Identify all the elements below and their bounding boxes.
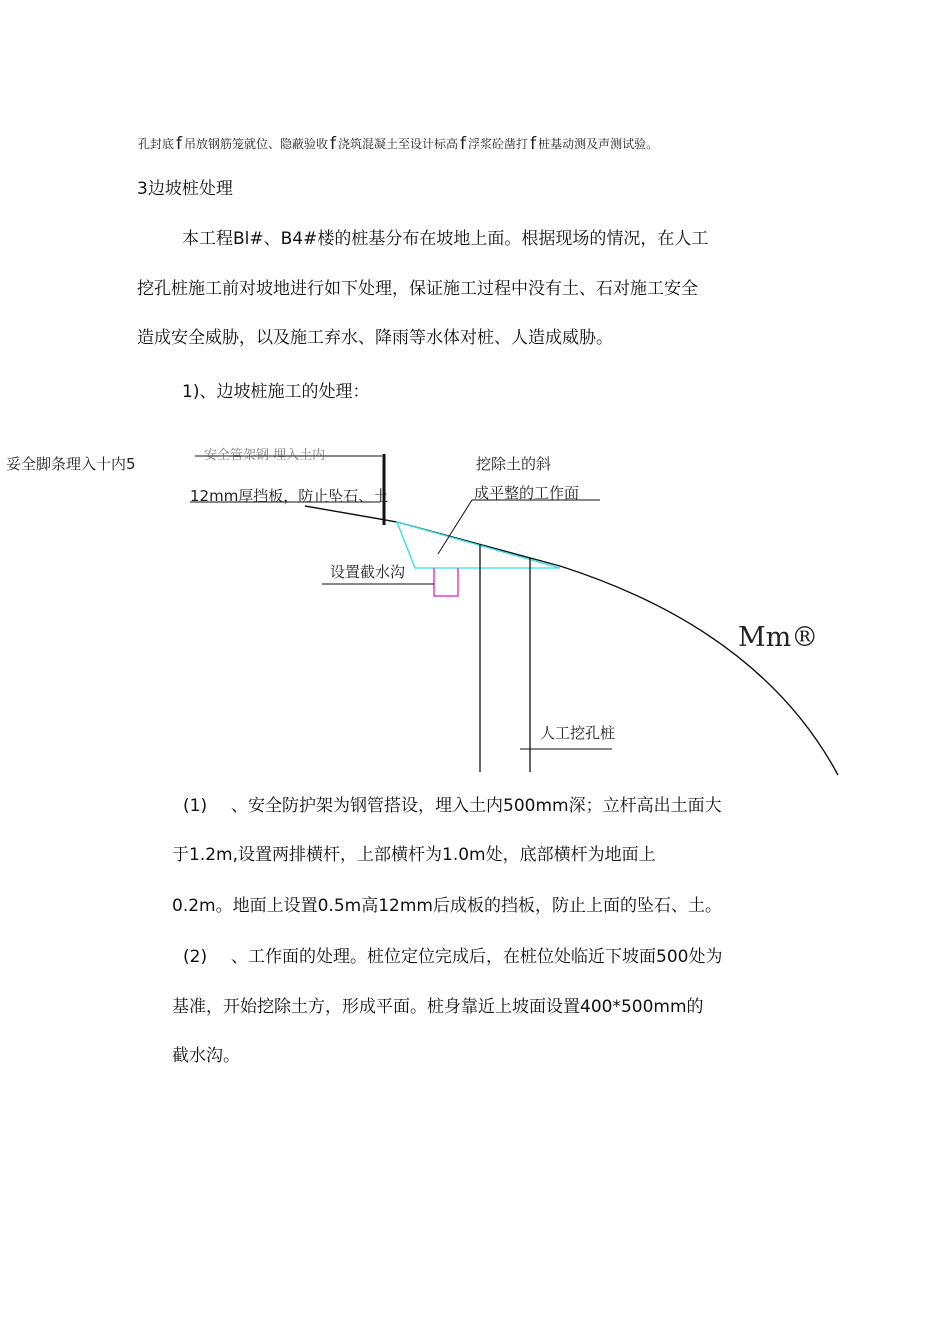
paragraph-line: 本工程Bl#、B4#楼的桩基分布在坡地上面。根据现场的情况，在人工: [182, 229, 709, 249]
arrow-separator: f: [530, 134, 537, 154]
item-number: (1): [183, 796, 208, 816]
label-safety-top-left: 妥全脚条理入十内5: [6, 455, 136, 473]
item-line: 基准，开始挖除土方，形成平面。桩身靠近上坡面设置400*500mm的: [172, 997, 704, 1017]
leader-pointer-remove: [438, 500, 472, 554]
item-line: 于1.2m,设置两排横杆，上部横杆为1.0m处，底部横杆为地面上: [172, 845, 656, 865]
subheading: 1)、边坡桩施工的处理：: [182, 382, 370, 402]
process-line: [138, 134, 658, 154]
watermark-text: Mm®: [738, 622, 819, 653]
process-step: 浮浆砼凿打: [468, 137, 529, 151]
item-line: 、安全防护架为钢管搭设，埋入土内500mm深；立杆高出土面大: [231, 796, 722, 816]
section-heading: 3边坡桩处理: [137, 179, 233, 199]
item-line: 、工作面的处理。桩位定位完成后，在桩位处临近下坡面500处为: [231, 947, 723, 967]
process-step: 孔封底: [138, 137, 175, 151]
arrow-separator: f: [176, 134, 183, 154]
label-manual-pile: 人工挖孔桩: [540, 724, 616, 742]
process-step: 桩基动测及声测试验。: [538, 137, 659, 151]
paragraph-line: 挖孔桩施工前对坡地进行如下处理，保证施工过程中没有土、石对施工安全: [137, 279, 698, 299]
slope-cut-outline: [397, 522, 560, 568]
label-remove-soil: 挖除土的斜: [476, 455, 552, 473]
slope-pile-diagram: [0, 440, 950, 780]
label-baffle-board: 12mm厚挡板，防止坠石、土: [190, 487, 389, 505]
item-number: (2): [183, 947, 208, 967]
item-line: 0.2m。地面上设置0.5m高12mm后成板的挡板，防止上面的坠石、土。: [172, 896, 722, 916]
arrow-separator: f: [330, 134, 337, 154]
arrow-separator: f: [460, 134, 467, 154]
item-line: 截水沟。: [172, 1046, 240, 1066]
process-step: 吊放钢筋笼就位、隐蔽验收: [184, 137, 329, 151]
label-work-surface: 成平整的工作面: [474, 484, 580, 502]
process-step: 浇筑混凝土至设计标高: [338, 137, 459, 151]
paragraph-line: 造成安全威胁，以及施工弃水、降雨等水体对桩、人造成威胁。: [137, 328, 613, 348]
interception-ditch: [434, 568, 458, 596]
label-safety-faded: 安全管架钢 埋入土内: [204, 448, 326, 463]
label-ditch: 设置截水沟: [330, 563, 406, 581]
